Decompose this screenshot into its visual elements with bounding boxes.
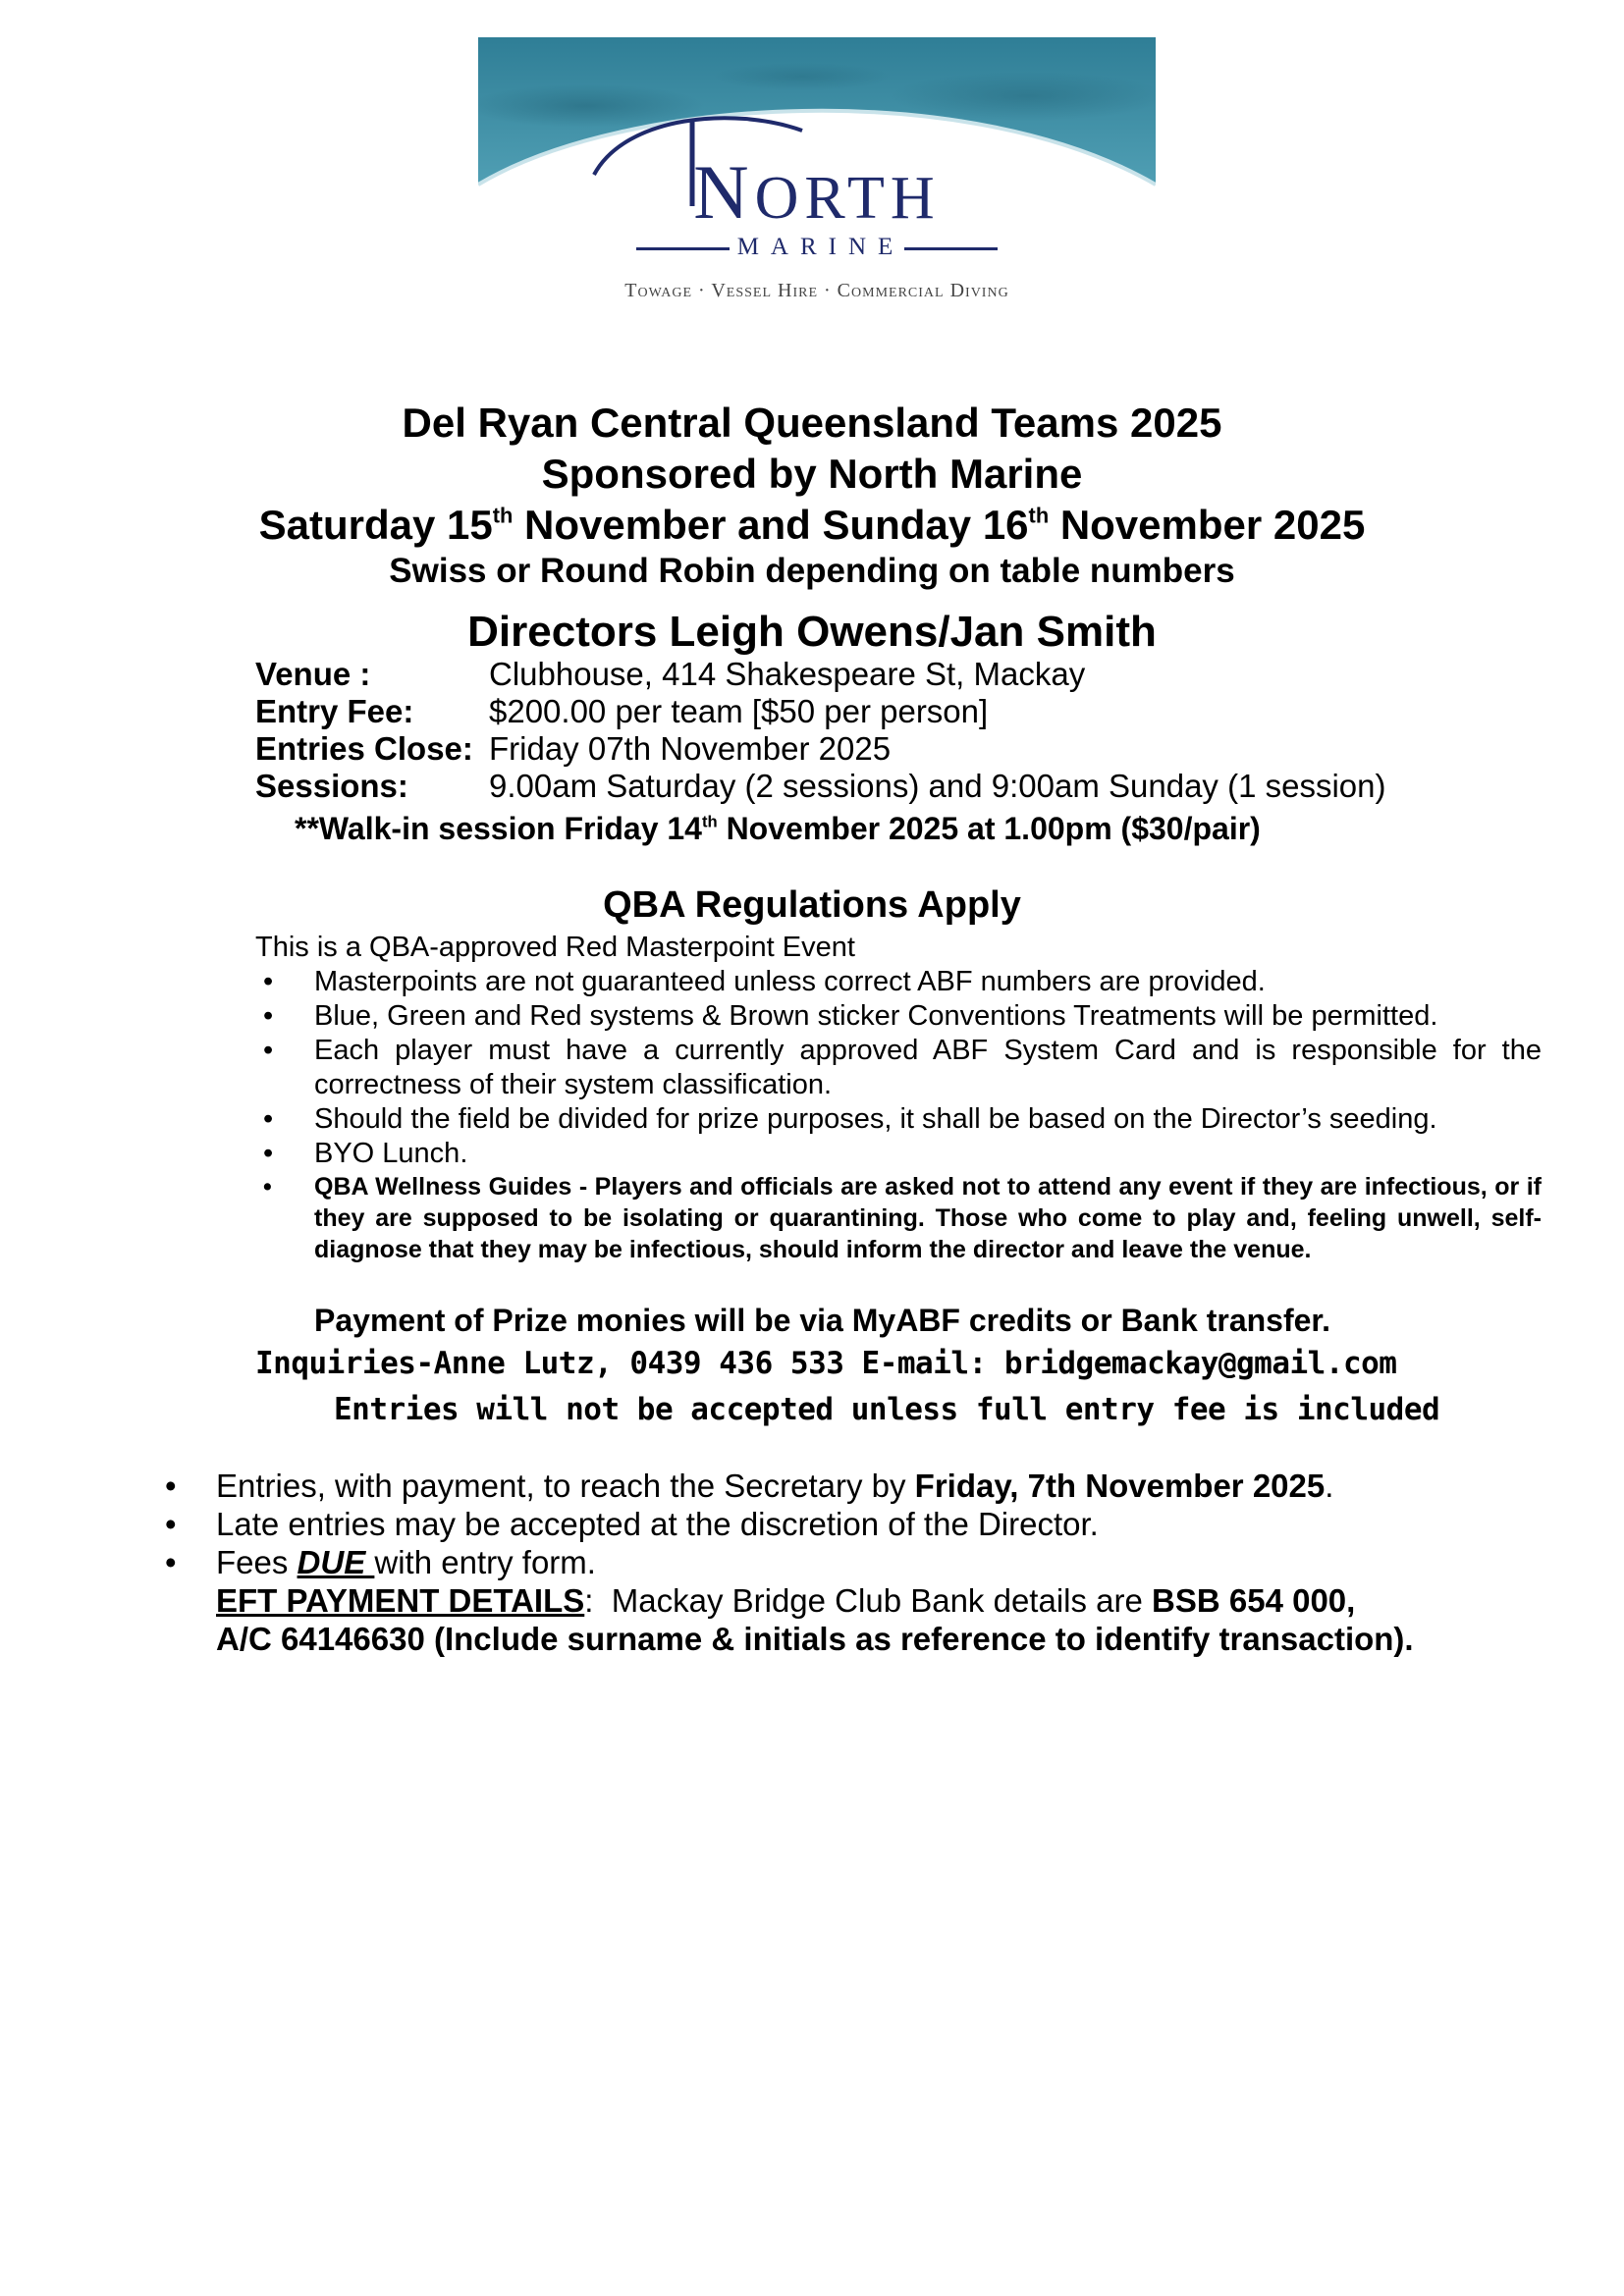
sponsor-line: Sponsored by North Marine bbox=[541, 451, 1083, 497]
rule-text: Blue, Green and Red systems & Brown sticker Conventions Treatments will be permitted. bbox=[314, 1000, 1438, 1032]
logo-wordmark bbox=[478, 149, 1156, 238]
qba-intro: This is a QBA-approved Red Masterpoint Event bbox=[255, 932, 855, 963]
detail-label: Entries Close: bbox=[255, 730, 473, 767]
inquiries-contact: Inquiries-Anne Lutz, 0439 436 533 E-mail: bridgemackay@gmail.com bbox=[255, 1346, 1397, 1381]
bullet-icon: • bbox=[165, 1468, 177, 1504]
list-item bbox=[255, 1137, 1542, 1171]
detail-value: Friday 07th November 2025 bbox=[489, 730, 892, 767]
entries-warning: Entries will not be accepted unless full entry fee is included bbox=[334, 1392, 1440, 1427]
walkin-text-a: **Walk-in session Friday 14 bbox=[295, 811, 702, 846]
directors-line: Directors Leigh Owens/Jan Smith bbox=[467, 608, 1157, 656]
walkin-sup: th bbox=[701, 812, 718, 831]
note-due: DUE bbox=[297, 1544, 375, 1580]
note-period: . bbox=[1325, 1468, 1334, 1504]
list-item bbox=[255, 999, 1542, 1034]
bullet-icon: • bbox=[263, 1103, 274, 1135]
logo-sub-text: MARINE bbox=[736, 234, 905, 260]
dates-sat: Saturday 15 bbox=[258, 502, 493, 548]
list-item bbox=[255, 1171, 1542, 1265]
note-text-end: with entry form. bbox=[374, 1544, 596, 1580]
detail-value: Clubhouse, 414 Shakespeare St, Mackay bbox=[489, 656, 1086, 692]
logo-letter-n: N bbox=[693, 149, 755, 235]
eft-payment-details bbox=[216, 1581, 1414, 1658]
rule-text: Should the field be divided for prize purposes, it shall be based on the Director’s seeding. bbox=[314, 1103, 1437, 1135]
dates-line bbox=[0, 499, 1624, 552]
logo-tagline: Towage · Vessel Hire · Commercial Diving bbox=[624, 280, 1009, 301]
note-date: Friday, 7th November 2025 bbox=[914, 1468, 1326, 1504]
bullet-icon: • bbox=[263, 966, 274, 997]
logo-sub bbox=[478, 234, 1156, 261]
dates-sun: November and Sunday 16 bbox=[513, 502, 1029, 548]
rule-text: QBA Wellness Guides - Players and officials are asked not to attend any event if they are infectious, or if they are supposed to be isolating or quarantining. Those who come to play and, feeling unwell, self-diagnose that they may be infectious, should inform the director and leave the venue. bbox=[314, 1173, 1542, 1263]
eft-bsb: BSB 654 000, bbox=[1152, 1582, 1356, 1619]
eft-text: : Mackay Bridge Club Bank details are bbox=[584, 1582, 1153, 1619]
list-item bbox=[157, 1543, 1532, 1581]
bullet-icon: • bbox=[263, 1173, 272, 1201]
eft-account: A/C 64146630 (Include surname & initials as reference to identify transaction). bbox=[216, 1621, 1414, 1657]
event-title: Del Ryan Central Queensland Teams 2025 bbox=[402, 400, 1222, 446]
eft-label: EFT PAYMENT DETAILS bbox=[216, 1582, 585, 1619]
rule-text: Each player must have a currently approved ABF System Card and is responsible for the correctness of their system classification. bbox=[314, 1035, 1542, 1100]
detail-label: Sessions: bbox=[255, 768, 408, 804]
detail-value: $200.00 per team [$50 per person] bbox=[489, 693, 989, 729]
dates-end: November 2025 bbox=[1049, 502, 1366, 548]
bullet-icon: • bbox=[263, 1000, 274, 1032]
bullet-icon: • bbox=[263, 1035, 274, 1066]
eft-line-1 bbox=[216, 1581, 1414, 1620]
dates-sup1: th bbox=[492, 503, 514, 528]
prize-payment-note: Payment of Prize monies will be via MyABF credits or Bank transfer. bbox=[314, 1303, 1330, 1338]
walkin-session bbox=[295, 809, 1261, 848]
logo-rule-left bbox=[636, 247, 730, 250]
detail-value: 9.00am Saturday (2 sessions) and 9:00am Sunday (1 session) bbox=[489, 768, 1386, 804]
detail-label: Entry Fee: bbox=[255, 693, 414, 729]
qba-rules-list bbox=[255, 965, 1542, 1265]
logo-letters-orth: ORTH bbox=[754, 165, 941, 232]
bullet-icon: • bbox=[165, 1506, 177, 1542]
bullet-icon: • bbox=[263, 1138, 274, 1169]
list-item bbox=[157, 1505, 1532, 1543]
note-text: Late entries may be accepted at the discretion of the Director. bbox=[216, 1506, 1099, 1542]
format-line: Swiss or Round Robin depending on table numbers bbox=[389, 552, 1235, 590]
walkin-text-b: November 2025 at 1.00pm ($30/pair) bbox=[717, 811, 1261, 846]
list-item bbox=[255, 965, 1542, 999]
qba-title: QBA Regulations Apply bbox=[603, 884, 1021, 926]
dates-sup2: th bbox=[1028, 503, 1050, 528]
logo-rule-right bbox=[904, 247, 998, 250]
eft-line-2 bbox=[216, 1620, 1414, 1658]
note-text: Entries, with payment, to reach the Secretary by bbox=[216, 1468, 915, 1504]
bullet-icon: • bbox=[165, 1544, 177, 1580]
north-marine-logo bbox=[478, 37, 1156, 359]
rule-text: BYO Lunch. bbox=[314, 1138, 468, 1169]
rule-text: Masterpoints are not guaranteed unless correct ABF numbers are provided. bbox=[314, 966, 1266, 997]
note-text: Fees bbox=[216, 1544, 298, 1580]
entry-notes-list bbox=[157, 1467, 1532, 1581]
list-item bbox=[157, 1467, 1532, 1505]
detail-label: Venue : bbox=[255, 656, 371, 692]
list-item bbox=[255, 1034, 1542, 1102]
list-item bbox=[255, 1102, 1542, 1137]
